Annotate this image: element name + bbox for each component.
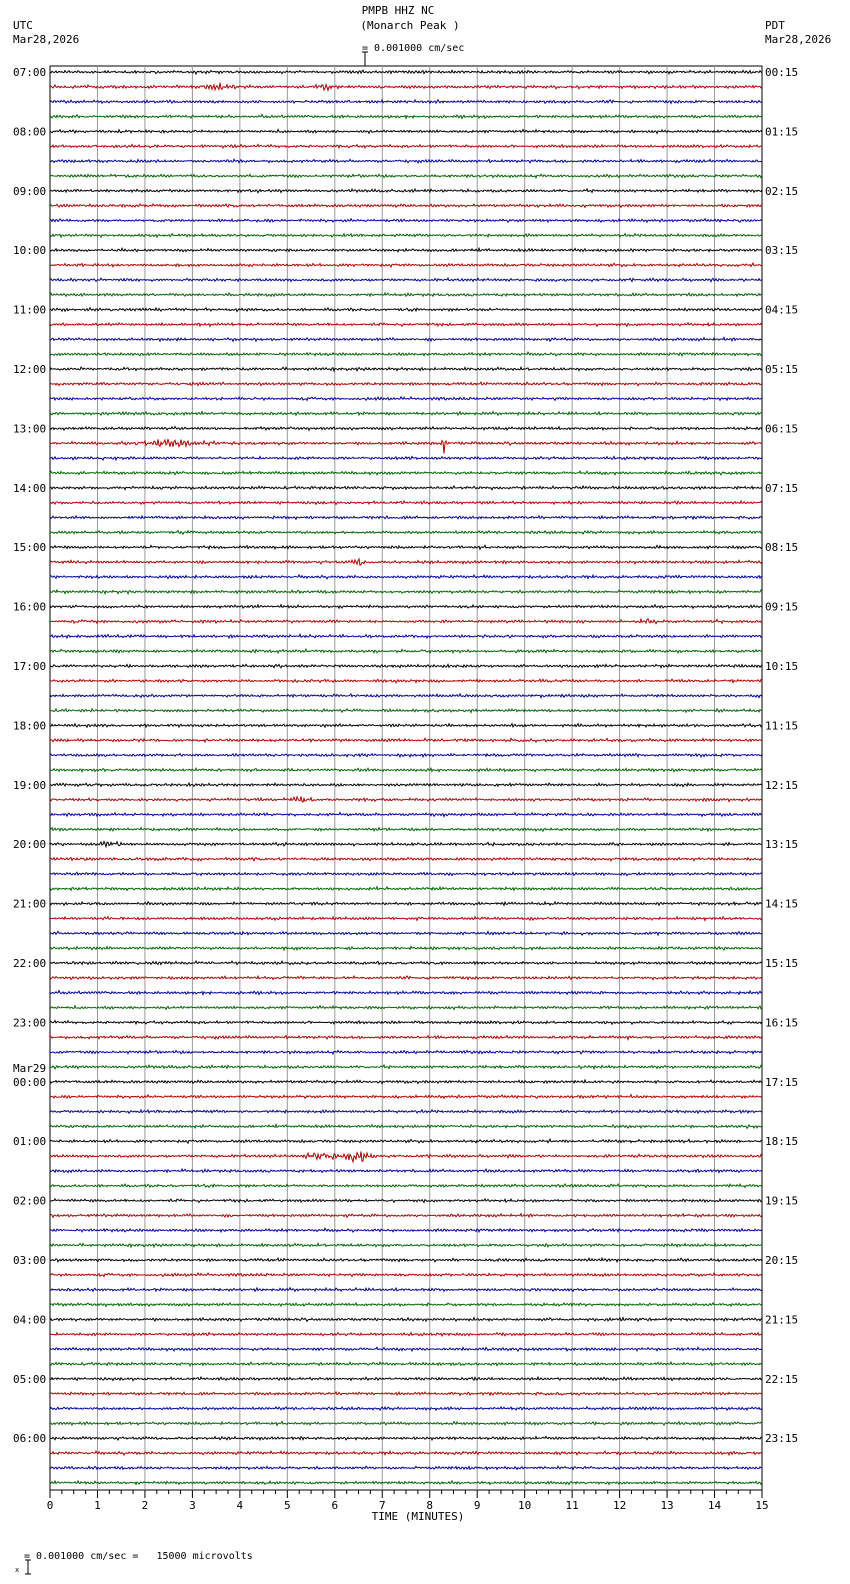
seismic-trace: [50, 1095, 762, 1099]
seismic-trace: [50, 1006, 762, 1010]
seismic-trace: [50, 961, 762, 965]
pdt-hour-label: 19:15: [765, 1194, 799, 1208]
seismic-trace: [50, 991, 762, 995]
pdt-hour-label: 21:15: [765, 1313, 799, 1327]
x-tick-label: 15: [755, 1499, 769, 1512]
seismic-trace: [50, 1392, 762, 1395]
seismic-trace: [50, 1243, 762, 1247]
pdt-hour-label: 12:15: [765, 778, 799, 792]
seismic-trace: [50, 1362, 762, 1366]
seismic-trace: [50, 337, 762, 341]
pdt-hour-label: 01:15: [765, 125, 799, 139]
pdt-hour-label: 04:15: [765, 303, 799, 317]
seismic-trace: [50, 1050, 762, 1054]
seismic-trace: [50, 1065, 762, 1069]
utc-hour-label: 13:00: [13, 422, 47, 436]
x-tick-label: 1: [94, 1499, 101, 1512]
seismic-trace: [50, 946, 762, 950]
utc-hour-label: 17:00: [13, 660, 47, 673]
seismic-trace: [50, 1228, 762, 1232]
pdt-hour-label: 14:15: [765, 897, 799, 911]
x-tick-label: 2: [141, 1499, 149, 1512]
seismic-trace: [50, 412, 762, 416]
footer-scale-label: = 0.001000 cm/sec = 15000 microvolts: [24, 1551, 253, 1562]
seismic-trace: [50, 204, 762, 208]
seismic-trace: [50, 1021, 762, 1025]
seismic-trace: [50, 1451, 762, 1455]
station-title: PMPB HHZ NC: [361, 4, 435, 17]
seismic-trace: [50, 796, 762, 802]
seismic-trace: [50, 753, 762, 756]
pdt-hour-label: 22:15: [765, 1372, 799, 1386]
seismic-trace: [50, 738, 762, 742]
seismic-trace: [50, 605, 762, 609]
seismic-trace: [50, 114, 762, 118]
seismic-trace: [50, 1139, 762, 1143]
seismic-trace: [50, 664, 762, 667]
right-date: Mar28,2026: [765, 33, 832, 46]
seismic-trace: [50, 263, 762, 267]
seismic-trace: [50, 1199, 762, 1203]
seismic-trace: [50, 308, 762, 312]
utc-hour-label: 22:00: [13, 957, 47, 970]
seismic-trace: [50, 1080, 762, 1084]
site-title: (Monarch Peak ): [360, 19, 460, 32]
seismic-trace: [50, 516, 762, 519]
seismic-trace: [50, 783, 762, 787]
x-tick-label: 12: [612, 1499, 627, 1512]
seismic-trace: [50, 634, 762, 638]
seismic-trace: [50, 1303, 762, 1307]
seismic-trace: [50, 724, 762, 727]
seismic-trace: [50, 917, 762, 921]
utc-hour-label: 02:00: [13, 1194, 47, 1208]
seismic-trace: [50, 1421, 762, 1425]
utc-hour-label: 10:00: [13, 244, 47, 258]
seismic-trace: [50, 619, 762, 624]
left-date: Mar28,2026: [13, 33, 80, 46]
pdt-hour-label: 00:15: [765, 66, 799, 79]
seismic-trace: [50, 1288, 762, 1292]
seismic-trace: [50, 439, 762, 454]
pdt-hour-label: 23:15: [765, 1432, 799, 1446]
seismic-trace: [50, 1214, 762, 1218]
seismic-trace: [50, 872, 762, 875]
seismic-trace: [50, 130, 762, 134]
seismic-trace: [50, 709, 762, 713]
seismic-trace: [50, 902, 762, 906]
utc-hour-label: 08:00: [13, 125, 47, 139]
seismic-trace: [50, 976, 762, 980]
seismic-trace: [50, 486, 762, 490]
pdt-hour-label: 15:15: [765, 957, 799, 970]
utc-hour-label: 04:00: [13, 1313, 47, 1327]
day-change-label: Mar29: [13, 1061, 47, 1075]
utc-hour-label: 15:00: [13, 541, 47, 555]
utc-hour-label: 14:00: [13, 481, 47, 495]
utc-hour-label: 20:00: [13, 838, 47, 852]
seismic-trace: [50, 694, 762, 698]
seismic-trace: [50, 219, 762, 222]
seismic-trace: [50, 812, 762, 816]
utc-hour-label: 06:00: [13, 1432, 47, 1446]
seismic-trace: [50, 293, 762, 296]
x-tick-label: 5: [284, 1499, 291, 1512]
pdt-hour-label: 17:15: [765, 1075, 799, 1089]
seismic-trace: [50, 323, 762, 327]
seismic-trace: [50, 1333, 762, 1336]
seismic-trace: [50, 1258, 762, 1262]
utc-hour-label: 19:00: [13, 778, 47, 792]
seismic-trace: [50, 559, 762, 565]
seismic-trace: [50, 1347, 762, 1351]
x-tick-label: 0: [46, 1499, 54, 1512]
seismic-trace: [50, 1436, 762, 1440]
pdt-hour-label: 11:15: [765, 719, 799, 733]
seismic-trace: [50, 1151, 762, 1161]
x-tick-label: 11: [565, 1499, 579, 1512]
seismic-trace: [50, 679, 762, 683]
seismic-trace: [50, 174, 762, 177]
x-tick-label: 3: [189, 1499, 196, 1512]
pdt-hour-label: 07:15: [765, 481, 799, 495]
x-tick-label: 7: [378, 1499, 386, 1512]
right-timezone: PDT: [765, 19, 785, 32]
pdt-hour-label: 13:15: [765, 838, 799, 852]
seismic-trace: [50, 575, 762, 579]
x-tick-label: 6: [331, 1499, 339, 1512]
seismic-trace: [50, 1110, 762, 1113]
seismic-trace: [50, 649, 762, 653]
seismic-trace: [50, 842, 762, 847]
pdt-hour-label: 03:15: [765, 244, 799, 258]
pdt-hour-label: 18:15: [765, 1135, 799, 1149]
utc-hour-label: 12:00: [13, 363, 47, 376]
seismic-trace: [50, 768, 762, 771]
utc-hour-label: 07:00: [13, 66, 47, 79]
pdt-hour-label: 06:15: [765, 422, 799, 436]
seismic-trace: [50, 427, 762, 431]
utc-hour-label: 09:00: [13, 184, 47, 198]
x-tick-label: 13: [660, 1499, 674, 1512]
utc-hour-label: 00:00: [13, 1075, 47, 1089]
seismic-trace: [50, 1169, 762, 1173]
seismic-trace: [50, 159, 762, 163]
pdt-hour-label: 02:15: [765, 184, 799, 198]
seismic-trace: [50, 352, 762, 356]
utc-hour-label: 05:00: [13, 1372, 47, 1386]
seismic-trace: [50, 1407, 762, 1410]
pdt-hour-label: 05:15: [765, 363, 799, 376]
x-tick-label: 9: [473, 1499, 481, 1512]
svg-text:x: x: [15, 1566, 20, 1574]
x-tick-label: 10: [518, 1499, 532, 1512]
seismic-trace: [50, 382, 762, 386]
seismic-trace: [50, 234, 762, 238]
seismic-trace: [50, 1377, 762, 1381]
x-tick-label: 8: [426, 1499, 434, 1512]
seismic-trace: [50, 456, 762, 460]
seismic-trace: [50, 1466, 762, 1469]
seismic-trace: [50, 501, 762, 505]
seismic-trace: [50, 1273, 762, 1277]
scale-label: = 0.001000 cm/sec: [362, 43, 465, 54]
pdt-hour-label: 08:15: [765, 541, 799, 555]
seismic-trace: [50, 248, 762, 252]
pdt-hour-label: 16:15: [765, 1016, 799, 1030]
seismic-trace: [50, 144, 762, 148]
seismic-trace: [50, 931, 762, 935]
seismic-trace: [50, 189, 762, 193]
x-axis-label: TIME (MINUTES): [371, 1510, 465, 1523]
seismic-trace: [50, 367, 762, 371]
seismic-trace: [50, 531, 762, 535]
utc-hour-label: 23:00: [13, 1016, 47, 1030]
utc-hour-label: 21:00: [13, 897, 47, 911]
seismic-trace: [50, 278, 762, 282]
x-tick-label: 14: [707, 1499, 722, 1512]
seismic-trace: [50, 83, 762, 91]
utc-hour-label: 03:00: [13, 1254, 47, 1267]
left-timezone: UTC: [13, 19, 33, 32]
seismic-trace: [50, 1318, 762, 1322]
seismic-trace: [50, 1036, 762, 1040]
utc-hour-label: 01:00: [13, 1135, 47, 1149]
pdt-hour-label: 20:15: [765, 1254, 799, 1267]
seismic-trace: [50, 100, 762, 104]
seismic-trace: [50, 545, 762, 549]
seismic-trace: [50, 471, 762, 475]
seismic-trace: [50, 828, 762, 832]
seismic-trace: [50, 1481, 762, 1485]
utc-hour-label: 16:00: [13, 600, 47, 614]
x-tick-label: 4: [236, 1499, 244, 1512]
seismic-trace: [50, 590, 762, 594]
utc-hour-label: 18:00: [13, 719, 47, 733]
seismic-trace: [50, 397, 762, 401]
seismic-trace: [50, 1184, 762, 1188]
seismic-trace: [50, 887, 762, 891]
utc-hour-label: 11:00: [13, 303, 47, 317]
pdt-hour-label: 09:15: [765, 600, 799, 614]
seismic-trace: [50, 857, 762, 860]
seismic-trace: [50, 70, 762, 74]
seismic-trace: [50, 1124, 762, 1128]
pdt-hour-label: 10:15: [765, 660, 799, 673]
